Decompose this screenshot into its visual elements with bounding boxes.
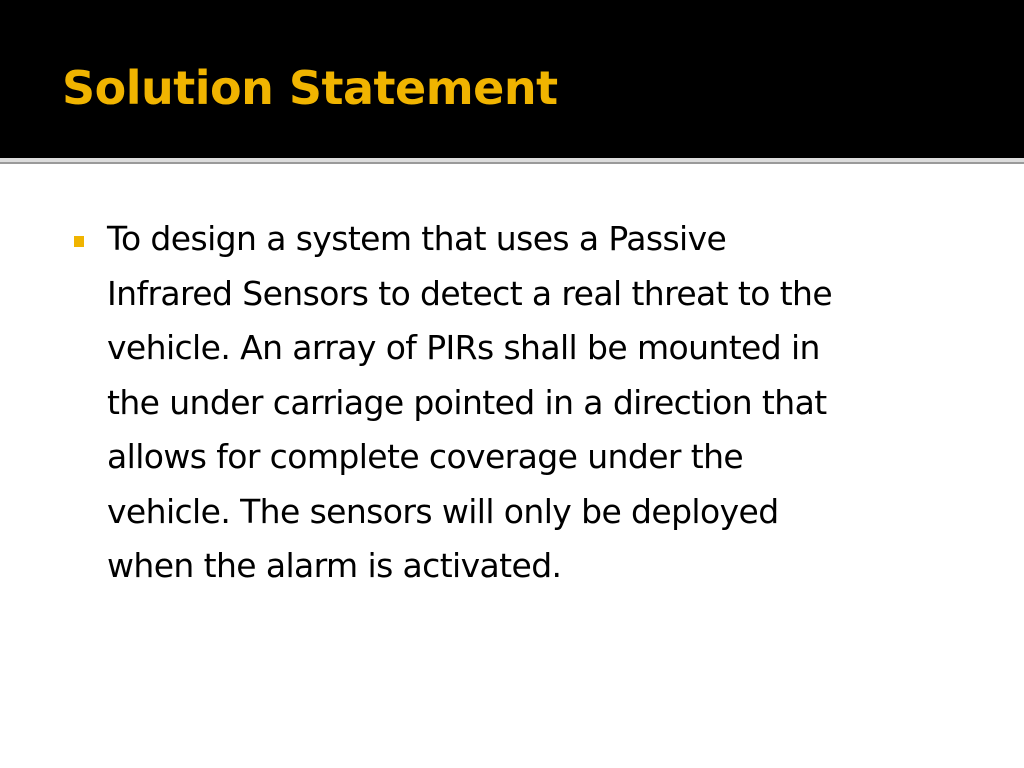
title-divider-dark — [0, 162, 1024, 164]
title-bar — [0, 0, 1024, 158]
bullet-item — [74, 212, 964, 594]
slide-title: Solution Statement — [62, 61, 558, 115]
slide-body — [74, 212, 964, 594]
bullet-text: To design a system that uses a Passive Infrared Sensors to detect a real threat to the vehicle. An array of PIRs shall be mounted in the under carriage pointed in a direction that allows for complete coverage under the vehicle. The sensors will only be deployed when the alarm is activated. — [107, 219, 833, 585]
square-bullet-icon — [74, 236, 84, 247]
